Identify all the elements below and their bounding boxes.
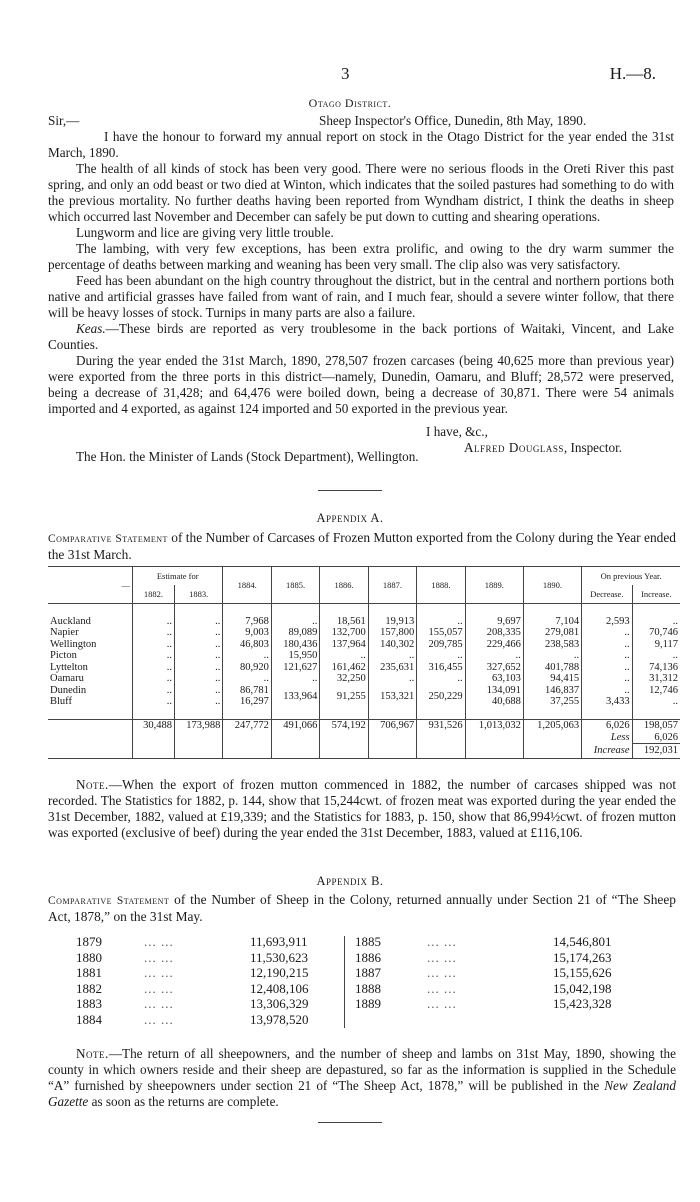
cell: 31,312 [649,673,678,685]
cell: .. [174,650,222,662]
signature-name: Alfred Douglass [464,440,564,455]
count-cell: 11,693,911 [250,934,308,949]
leader-dots: ... ... [144,996,174,1012]
increase-label: Increase [593,745,630,756]
cell: 9,003 [223,627,271,639]
cell: 316,455 [417,662,465,674]
col-header: Increase. [641,589,672,599]
table-row [76,996,309,1012]
cell: 3,433 [582,696,632,708]
cell: .. [133,685,175,697]
cell: 74,136 [649,661,678,673]
heading-rest: of the Number of Sheep in the Colony, returned annually under Section 21 of “The Sheep Act, 1878,” on the 31st May. [48,892,677,924]
cell: .. [174,639,222,651]
count-cell: 15,155,626 [553,965,612,981]
cell: .. [582,639,632,651]
less-label: Less [610,732,630,743]
increase-row [48,744,680,759]
year-cell: 1881 [76,965,102,981]
col-header: 1888. [417,567,465,604]
cell: 94,415 [523,673,581,685]
cell: 15,950 [271,650,319,662]
sheep-count-right [355,934,612,1012]
cell: 137,964 [320,639,368,651]
cell: .. [368,650,416,662]
appendix-b-title: Appendix B. [316,874,384,888]
less-row [48,732,680,744]
cell: 46,803 [223,639,271,651]
table-row [48,662,680,674]
leader-dots: ... ... [144,1011,174,1027]
total-cell: 198,057 [643,720,678,732]
table-row [355,996,612,1012]
cell: 134,091 [465,685,523,697]
year-cell: 1889 [355,996,381,1012]
cell: 146,837 [523,685,581,697]
year-cell: 1884 [76,1011,102,1027]
cell: 238,583 [523,639,581,651]
district-title: Otago District. [308,96,392,110]
paragraph: Lungworm and lice are giving very little trouble. [76,225,334,240]
leader-dots: ... ... [144,980,174,996]
cell: 7,104 [523,616,581,628]
port-name: Auckland [48,616,133,628]
leader-dots: ... ... [144,965,174,981]
year-cell: 1888 [355,980,381,996]
keas-label: Keas. [76,321,106,336]
note-label: Note. [76,1046,109,1061]
year-cell: 1886 [355,949,381,965]
cell: .. [133,639,175,651]
col-header: 1887. [368,567,416,604]
cell: .. [174,696,222,708]
cell: .. [368,673,416,685]
port-name: Bluff [48,696,133,708]
cell: .. [174,685,222,697]
table-row [48,673,680,685]
col-header: 1882. [133,585,175,604]
col-header: 1884. [223,567,271,604]
cell: .. [582,685,632,697]
port-name: Oamaru [48,673,133,685]
heading-lead: Comparative Statement [48,895,170,907]
paragraph: Feed has been abundant on the high country throughout the district, but in the central and northern portions both native and artificial grasses have failed from want of rain, and I much fear, should a severe winter follow, that there will be heavy losses of stock. Turnips in many parts are also a failure. [48,273,674,320]
totals-row [48,720,680,732]
cell: 86,781 [223,685,271,697]
appendix-a-note [48,777,676,841]
total-cell: 6,026 [582,720,632,732]
cell: 140,302 [368,639,416,651]
total-cell: 491,066 [271,720,319,732]
page-number: 3 [341,64,350,83]
cell: 208,335 [465,627,523,639]
cell: .. [582,662,632,674]
cell: 157,800 [368,627,416,639]
appendix-a-title: Appendix A. [316,511,384,525]
leader-dots: ... ... [427,996,457,1012]
count-cell: 12,190,215 [250,965,309,981]
report-code: H.—8. [609,64,656,83]
increase-value: 192,031 [643,745,678,757]
count-cell: 15,042,198 [553,980,612,996]
year-cell: 1882 [76,980,102,996]
total-cell: 574,192 [320,720,368,732]
cell: .. [465,650,523,662]
cell: 9,117 [654,638,678,650]
port-header: — [48,567,133,604]
cell: 12,746 [649,684,678,696]
cell: .. [271,616,319,628]
leader-dots: ... ... [144,949,174,965]
cell: .. [133,616,175,628]
appendix-b-note [48,1046,676,1110]
port-name: Picton [48,650,133,662]
total-cell: 30,488 [133,720,175,732]
leader-dots: ... ... [144,934,174,949]
table-row [48,627,680,639]
frozen-mutton-table [48,566,680,759]
cell: 279,081 [523,627,581,639]
cell: 132,700 [320,627,368,639]
export-paragraph: During the year ended the 31st March, 1890, 278,507 frozen carcases (being 40,625 more than previous year) were exported from the three ports in this district—namely, Dunedin, Oamaru, and Bluff; 28,572 were preserved, being a decrease of 31,428; and 64,476 were boiled down, being a decrease of 30,871. There were 54 animals imported and 4 exported, as against 124 imported and 50 exported in the previous year. [48,353,674,416]
table-row [76,965,309,981]
table-row [76,934,309,950]
cell: .. [417,673,465,685]
paragraph: The lambing, with very few exceptions, has been extra prolific, and owing to the dry warm summer the percentage of deaths between marking and weaning has been very small. The clip also was very satisfactory. [48,241,674,272]
table-row [48,650,680,662]
salutation: Sir,— [48,113,80,128]
appendix-a-heading [48,530,676,563]
col-header: 1886. [320,567,368,604]
cell: .. [174,673,222,685]
sheep-count-left [76,934,309,1028]
year-cell: 1879 [76,934,102,949]
note-text: —When the export of frozen mutton commenced in 1882, the number of carcases shipped was not recorded. The Statistics for 1882, p. 144, show that 15,244cwt. of frozen meat was exported during the year ended the 31st December, 1882, valued at £19,339; and the Statistics for 1883, p. 150, show that 86,994½cwt. of frozen mutton was exported (exclusive of beef) during the year ended the 31st December, 1883, valued at £116,106. [48,777,676,840]
cell: 18,561 [320,616,368,628]
cell: .. [271,673,319,685]
paragraph: I have the honour to forward my annual report on stock in the Otago District for the year ended the 31st March, 1890. [48,129,674,160]
cell: .. [133,662,175,674]
cell: .. [133,650,175,662]
table-row [76,981,309,997]
cell: .. [672,696,678,708]
count-cell: 13,978,520 [250,1011,309,1027]
total-cell: 1,205,063 [523,720,581,732]
table-row [76,950,309,966]
leader-dots: ... ... [427,980,457,996]
port-name: Napier [48,627,133,639]
count-cell: 13,306,329 [250,996,309,1012]
cell: .. [223,673,271,685]
combined-cell: 91,255 [320,685,368,708]
year-cell: 1887 [355,965,381,981]
count-cell: 12,408,106 [250,980,309,996]
col-header: Decrease. [582,585,632,604]
year-cell: 1883 [76,996,102,1012]
cell: .. [133,627,175,639]
cell: 40,688 [465,696,523,708]
table-row [48,685,680,697]
cell: 155,057 [417,627,465,639]
less-value: 6,026 [632,732,680,744]
table-row [355,981,612,997]
cell: .. [672,650,678,662]
cell: 229,466 [465,639,523,651]
cell: 37,255 [523,696,581,708]
heading-rest: of the Number of Carcases of Frozen Mutton exported from the Colony during the Year ended the 31st March. [48,530,676,562]
table-row [355,965,612,981]
cell: 19,913 [368,616,416,628]
cell: .. [672,615,678,627]
keas-text: —These birds are reported as very troublesome in the back portions of Waitaki, Vincent, and Lake Counties. [48,321,674,352]
port-name: Wellington [48,639,133,651]
count-cell: 15,174,263 [553,949,612,965]
report-body [48,129,674,417]
closing: I have, &c., [426,424,488,439]
combined-cell: 133,964 [271,685,319,708]
note-label: Note. [76,777,109,792]
estimate-header: Estimate for [133,567,223,586]
paragraph: The health of all kinds of stock has been very good. There were no serious floods in the Oreti River this past spring, and only an odd beast or two died at Winton, which indicates that the soiled pastures had something to do with the previous mortality. No further deaths having been reported from Wyndham district, I think the deaths in sheep which occurred last November and December can safely be put down to cutting and shearing operations. [48,161,674,224]
table-row [355,934,612,950]
cell: .. [174,616,222,628]
col-header: 1889. [465,567,523,604]
heading-lead: Comparative Statement [48,533,168,545]
cell: 161,462 [320,662,368,674]
table-row [48,616,680,628]
addressee: The Hon. the Minister of Lands (Stock Department), Wellington. [76,449,419,464]
table-row [355,950,612,966]
cell: 89,089 [271,627,319,639]
cell: 180,436 [271,639,319,651]
table-row [48,639,680,651]
cell: 2,593 [582,616,632,628]
cell: .. [417,650,465,662]
note-text-end: as soon as the returns are complete. [88,1094,279,1109]
cell: .. [133,673,175,685]
cell: 7,968 [223,616,271,628]
count-cell: 15,423,328 [553,996,612,1012]
cell: .. [133,696,175,708]
cell: 70,746 [649,627,678,639]
column-divider [344,936,345,1028]
count-cell: 14,546,801 [553,934,612,949]
count-cell: 11,530,623 [250,949,309,965]
end-divider [318,1122,382,1123]
cell: 16,297 [223,696,271,708]
signature [464,440,622,456]
cell: 63,103 [465,673,523,685]
cell: .. [582,650,632,662]
dateline: Sheep Inspector's Office, Dunedin, 8th May, 1890. [319,113,587,128]
keas-paragraph [48,321,674,353]
port-name: Lyttelton [48,662,133,674]
section-divider [318,490,382,491]
cell: 401,788 [523,662,581,674]
appendix-b-heading [48,892,676,925]
cell: .. [320,650,368,662]
leader-dots: ... ... [427,965,457,981]
previous-year-header: On previous Year. [600,571,662,581]
cell: .. [582,627,632,639]
cell: .. [223,650,271,662]
port-name: Dunedin [48,685,133,697]
year-cell: 1885 [355,934,381,949]
cell: .. [523,650,581,662]
gazette-title: New Zealand Gazette [48,1078,676,1109]
cell: .. [417,616,465,628]
col-header: 1885. [271,567,319,604]
leader-dots: ... ... [427,949,457,965]
signature-title: , Inspector. [563,440,623,455]
leader-dots: ... ... [427,934,457,949]
combined-cell: 250,229 [417,685,465,708]
cell: .. [174,662,222,674]
cell: 209,785 [417,639,465,651]
cell: 32,250 [320,673,368,685]
total-cell: 706,967 [368,720,416,732]
total-cell: 173,988 [174,720,222,732]
year-cell: 1880 [76,949,102,965]
cell: 9,697 [465,616,523,628]
combined-cell: 153,321 [368,685,416,708]
cell: .. [174,627,222,639]
cell: .. [582,673,632,685]
cell: 327,652 [465,662,523,674]
col-header: 1883. [174,585,222,604]
table-row [76,1012,309,1028]
total-cell: 1,013,032 [465,720,523,732]
cell: 121,627 [271,662,319,674]
total-cell: 247,772 [223,720,271,732]
note-text: —The return of all sheepowners, and the number of sheep and lambs on 31st May, 1890, showing the county in which owners reside and their sheep are depastured, so far as the information is supplied in the Schedule “A” furnished by sheepowners under section 21 of “The Sheep Act, 1878,” will be published in the [48,1046,676,1093]
cell: 80,920 [223,662,271,674]
col-header: 1890. [523,567,581,604]
total-cell: 931,526 [417,720,465,732]
cell: 235,631 [368,662,416,674]
